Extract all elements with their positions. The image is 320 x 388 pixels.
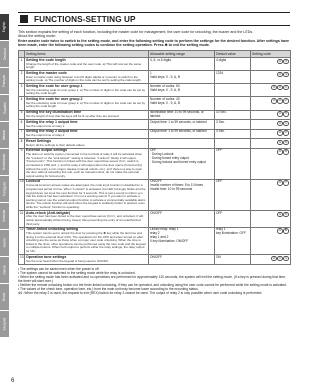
intro-paragraph-2: About the setting mode: [18, 34, 56, 39]
key-icon: A [273, 97, 276, 102]
column-header: Setting code [251, 51, 291, 58]
allowable-range: Number of codes: 40 Valid keys: 0 - 9, A, B [149, 97, 215, 110]
setting-item-name: Auto-relock (Anti-tailgate) [26, 210, 71, 215]
default-value: 4 digits [215, 58, 251, 71]
setting-item-description: If several incorrect access codes are attempted, the code input function is disabled for a programmed period of time. When "Lockout" is activated, the LED (Orange) blinks and the keypad does not input the next function for 3 seconds. This is just a sound to inform you that the lockout has been activated. It is not a warning sound. If you want to activate a warning sound, use the external output function to activate a commercially available alarm device. The unlock function will work when the keypad is suddenly button is pushed, even while the "Lockout" function is operating. [26, 183, 146, 209]
setting-code [251, 148, 291, 179]
setting-code [251, 129, 291, 139]
table-row [19, 129, 291, 139]
key-icon: 1 [285, 120, 287, 125]
setting-item-description: Enter a master code using between 4 and 6 digits (alpha or numeric) to switch to the setting mode. a) The number of digits in the code can be set by setting the code length. [26, 74, 142, 83]
table-row [19, 227, 291, 254]
default-value: 10 Sec. [215, 110, 251, 120]
language-tab: English [0, 14, 9, 40]
key-icon: A [279, 139, 282, 144]
row-number: 11 [19, 211, 25, 228]
language-tab: Ελληνικά [0, 311, 9, 337]
key-icon: A [273, 255, 276, 260]
row-number: 10 [19, 179, 25, 210]
allowable-range: Number of codes: 60 Valid keys: 0 - 9, A, B [149, 84, 215, 97]
setting-code [251, 211, 291, 228]
setting-item-cell [25, 58, 149, 71]
setting-item-cell [25, 120, 149, 130]
table-row [19, 84, 291, 97]
intro-paragraph-1: This section explains the setting of each function, including the master code for management, the user code for unlocking, the buzzer and the LEDs. [18, 30, 254, 34]
page-number: 6 [11, 378, 15, 384]
key-icon: 2 [285, 97, 287, 102]
allowable-range: OFF · During Lockout · During forced entry output · During lockout and forced entry output [149, 148, 215, 179]
allowable-range: 4, 5, or 6 digits [149, 58, 215, 71]
intro-text [18, 30, 290, 47]
setting-item-name: Operation tone settings [26, 254, 67, 259]
note-item: • When the setting mode has been activated and no operations are performed for approximately 120 seconds, the system will exit the setting mode. (If a key is pressed during that time, the timer will start over.) [18, 274, 286, 283]
key-icon: 8 [285, 149, 287, 154]
settings-table [18, 50, 291, 264]
setting-item-description: After the door has been linked to the door open/close sensor (N.C.), and unlocked, it will relock automatically without being closed, thus preventing the entry of an unauthorized third party. [26, 214, 143, 226]
key-icon: A [279, 228, 282, 233]
default-value [215, 84, 251, 97]
key-icon: 1 [285, 255, 287, 260]
note-item: ※1: When the relay 2 is used, the request to exit (REX) button for relay 2 cannot be used. The output of relay 2 is only possible when user code unlocking is performed. [18, 290, 263, 295]
table-row [19, 148, 291, 179]
setting-item-description: Set the unlocking code for user group 2. a) The number of digits in the code can be set by setting the code length. [26, 100, 146, 109]
language-tab: Italiano [0, 122, 9, 148]
key-icon: A [279, 120, 282, 125]
row-number: 5 [19, 110, 25, 120]
setting-code [251, 97, 291, 110]
allowable-range: Output time: 1 to 99 seconds, or latched [149, 129, 215, 139]
row-number: 12 [19, 227, 25, 254]
note-item: • The system cannot be switched to the setting mode while the relay is unlocked. [18, 270, 136, 275]
default-value: 1234 [215, 71, 251, 84]
setting-item-cell [25, 139, 149, 149]
setting-item-description: This system can be set to unlock the door by pressing the ✱ key while the last time and timing it to the external timer (NO). The operations for the UPS and when turned on after unlocking are the same as those when a proper user code unlocking. When the time is linked to the timer, other operations can be performed using the user code and the keypad to multiple buttons. When both output to perform either the relay settings, the relay output for NO. [26, 231, 146, 254]
section-title-bar [18, 12, 290, 26]
setting-item-cell [25, 71, 149, 84]
language-tab: Português [0, 176, 9, 202]
table-row [19, 179, 291, 210]
default-value: OFF [215, 148, 251, 179]
allowable-range [149, 139, 215, 149]
setting-item-description: Set the length of time that the keys will be lit up after they are pressed. [26, 113, 120, 118]
key-icon: A [279, 211, 282, 216]
note-item: • The values of the check tone, operation tone, etc.) from the main unit may become lower according to the mounting status. [18, 286, 199, 291]
row-number: 4 [19, 97, 25, 110]
setting-code [251, 139, 291, 149]
allowable-range: ON/OFF [149, 255, 215, 265]
row-number: 1 [19, 58, 25, 71]
intro-paragraph-3: Enter master code twice to switch to the setting mode, and enter the following setting code to perform the settings for the desired function. After settings have been made, enter the following setting codes to continue the setting operation. Press ✱ to exit the setting mode. [18, 38, 290, 47]
table-row [19, 97, 291, 110]
setting-code [251, 179, 291, 210]
setting-item-cell [25, 84, 149, 97]
allowable-range: 1 Valid keys: 0 - 9, A, B [149, 71, 215, 84]
setting-code [251, 84, 291, 97]
title-square-icon [20, 15, 28, 23]
setting-item-name: Setting the relay 2 output time [26, 129, 78, 134]
table-body [19, 58, 291, 264]
setting-item-description: Set the output time of relay 1. [26, 123, 66, 128]
setting-item-description: Change the length of the master code and the user code. a) This will now set the same length. [26, 61, 142, 70]
table-row [19, 255, 291, 265]
table-row [19, 71, 291, 84]
column-header: Setting items [25, 51, 149, 58]
key-icon: A [279, 149, 282, 154]
language-tab: Français [0, 68, 9, 94]
table-row [19, 120, 291, 130]
setting-item-name: Timer-linked unlocking setting [26, 227, 79, 232]
row-number: 3 [19, 84, 25, 97]
key-icon: 2 [285, 130, 287, 135]
language-side-tabs [0, 14, 9, 337]
language-tab: Nederlands [0, 149, 9, 175]
setting-item-description: The alarm or security system connected to the terminal of relay 2 will be activated when the "Lockout" or the "Anti-tamper" setting is selected. "Lockout": Relay 2 will output. "Forced entry": This function is linked with the door open/close sensor (N.C. switch is connected to FRD and -), and the relay 2 will output when the door opens (forced entry) without the entry a non proper release (manual unlock, etc.). a) If there is a way to open the door without activating this unit, such as manual unlock, do not make the external output setting for forced entry. [26, 152, 143, 178]
key-icon: 6 [285, 211, 287, 216]
setting-item-cell [25, 179, 149, 210]
row-number: 2 [19, 71, 25, 84]
setting-item-cell [25, 211, 149, 228]
allowable-range: Linked relay: relay 1 relay 2 relay 1 and 2 0 key illumination: ON/OFF [149, 227, 215, 254]
row-number: 6 [19, 120, 25, 130]
key-icon: 0 [279, 97, 281, 102]
key-icon: A [279, 71, 282, 76]
setting-item-cell [25, 110, 149, 120]
language-tab: Dansk [0, 257, 9, 283]
column-header: Default value [215, 51, 251, 58]
table-row [19, 211, 291, 228]
setting-item-description: Set the unlocking code for user group 1. a) The number of digits in the code can be set by setting the code length. [26, 87, 146, 96]
key-icon: 1 [279, 255, 281, 260]
table-header-row [19, 51, 291, 58]
setting-code [251, 255, 291, 265]
default-value: relay 1 key illumination: OFF [215, 227, 251, 254]
key-icon: 0 [279, 84, 281, 89]
setting-item-cell [25, 97, 149, 110]
default-value: ON [215, 255, 251, 265]
default-value [215, 97, 251, 110]
setting-item-name: Reset Settings [26, 138, 51, 143]
key-icon: 9 [285, 139, 287, 144]
key-icon: A [279, 130, 282, 135]
setting-item-description: Set the tone heard when the keypad is being used to ON/OFF. [26, 258, 109, 263]
key-icon: 1 [285, 84, 287, 89]
setting-item-cell [25, 129, 149, 139]
language-tab: Suomi [0, 230, 9, 256]
default-value: 3 Sec. [215, 120, 251, 130]
setting-code [251, 58, 291, 71]
setting-item-description: Return all the settings to their default values. [26, 142, 86, 147]
table-row [19, 58, 291, 71]
language-tab: Deutsch [0, 41, 9, 67]
setting-code [251, 71, 291, 84]
setting-item-name: Setting the code for user group 2 [26, 96, 83, 101]
allowable-range: Illumination time: 10 to 99 seconds, or latched [149, 110, 215, 120]
key-icon: 3 [285, 58, 287, 63]
setting-item-name: Setting the code length [26, 57, 66, 62]
setting-code [251, 227, 291, 254]
setting-item-description: Set the output time of relay 2. [26, 133, 66, 138]
setting-item-cell [25, 148, 149, 179]
default-value: 3 Sec. [215, 129, 251, 139]
row-number: 9 [19, 148, 25, 179]
setting-item-name: Setting the relay 1 output time [26, 119, 78, 124]
allowable-range: ON/OFF Invalid number of times: 5 to 10 times Invalid time: 10 to 99 seconds [149, 179, 215, 210]
default-value: OFF [215, 179, 251, 210]
setting-item-name: Lockout [26, 179, 40, 184]
column-header: Allowable setting range [149, 51, 215, 58]
setting-item-name: External output settings [26, 148, 68, 153]
setting-item-name: Setting the code for user group 1 [26, 83, 83, 88]
allowable-range: Output time: 1 to 99 seconds, or latched [149, 120, 215, 130]
key-icon: 7 [285, 180, 287, 185]
manual-page [18, 12, 290, 295]
key-icon: A [273, 84, 276, 89]
default-value: OFF [215, 211, 251, 228]
allowable-range: ON/OFF [149, 211, 215, 228]
setting-item-cell [25, 227, 149, 254]
setting-item-cell [25, 255, 149, 265]
key-icon: 5 [285, 111, 287, 116]
note-item: • Neither the remote unlocking button nor the timer-linked unlocking, if they can be operated, and unlocking using the user code cannot be performed while the setting mode is activated. [18, 282, 287, 287]
notes-list [18, 267, 290, 295]
language-tab: Svenska [0, 203, 9, 229]
key-icon: 4 [285, 71, 287, 76]
note-item: • The settings can be saved even when the power is off. [18, 266, 100, 271]
row-number: 7 [19, 129, 25, 139]
key-icon: A [279, 111, 282, 116]
setting-code [251, 120, 291, 130]
setting-item-name: Setting the master code [26, 70, 67, 75]
table-row [19, 110, 291, 120]
key-icon: B [284, 228, 287, 233]
default-value [215, 139, 251, 149]
setting-code [251, 110, 291, 120]
key-icon: A [279, 58, 282, 63]
key-icon: A [279, 180, 282, 185]
table-row [19, 139, 291, 149]
page-title: FUNCTIONS-SETTING UP [34, 14, 136, 24]
language-tab: Español [0, 95, 9, 121]
row-number: 8 [19, 139, 25, 149]
setting-item-name: Setting the key illumination time [26, 110, 82, 115]
row-number: 13 [19, 255, 25, 265]
language-tab: Norsk [0, 284, 9, 310]
